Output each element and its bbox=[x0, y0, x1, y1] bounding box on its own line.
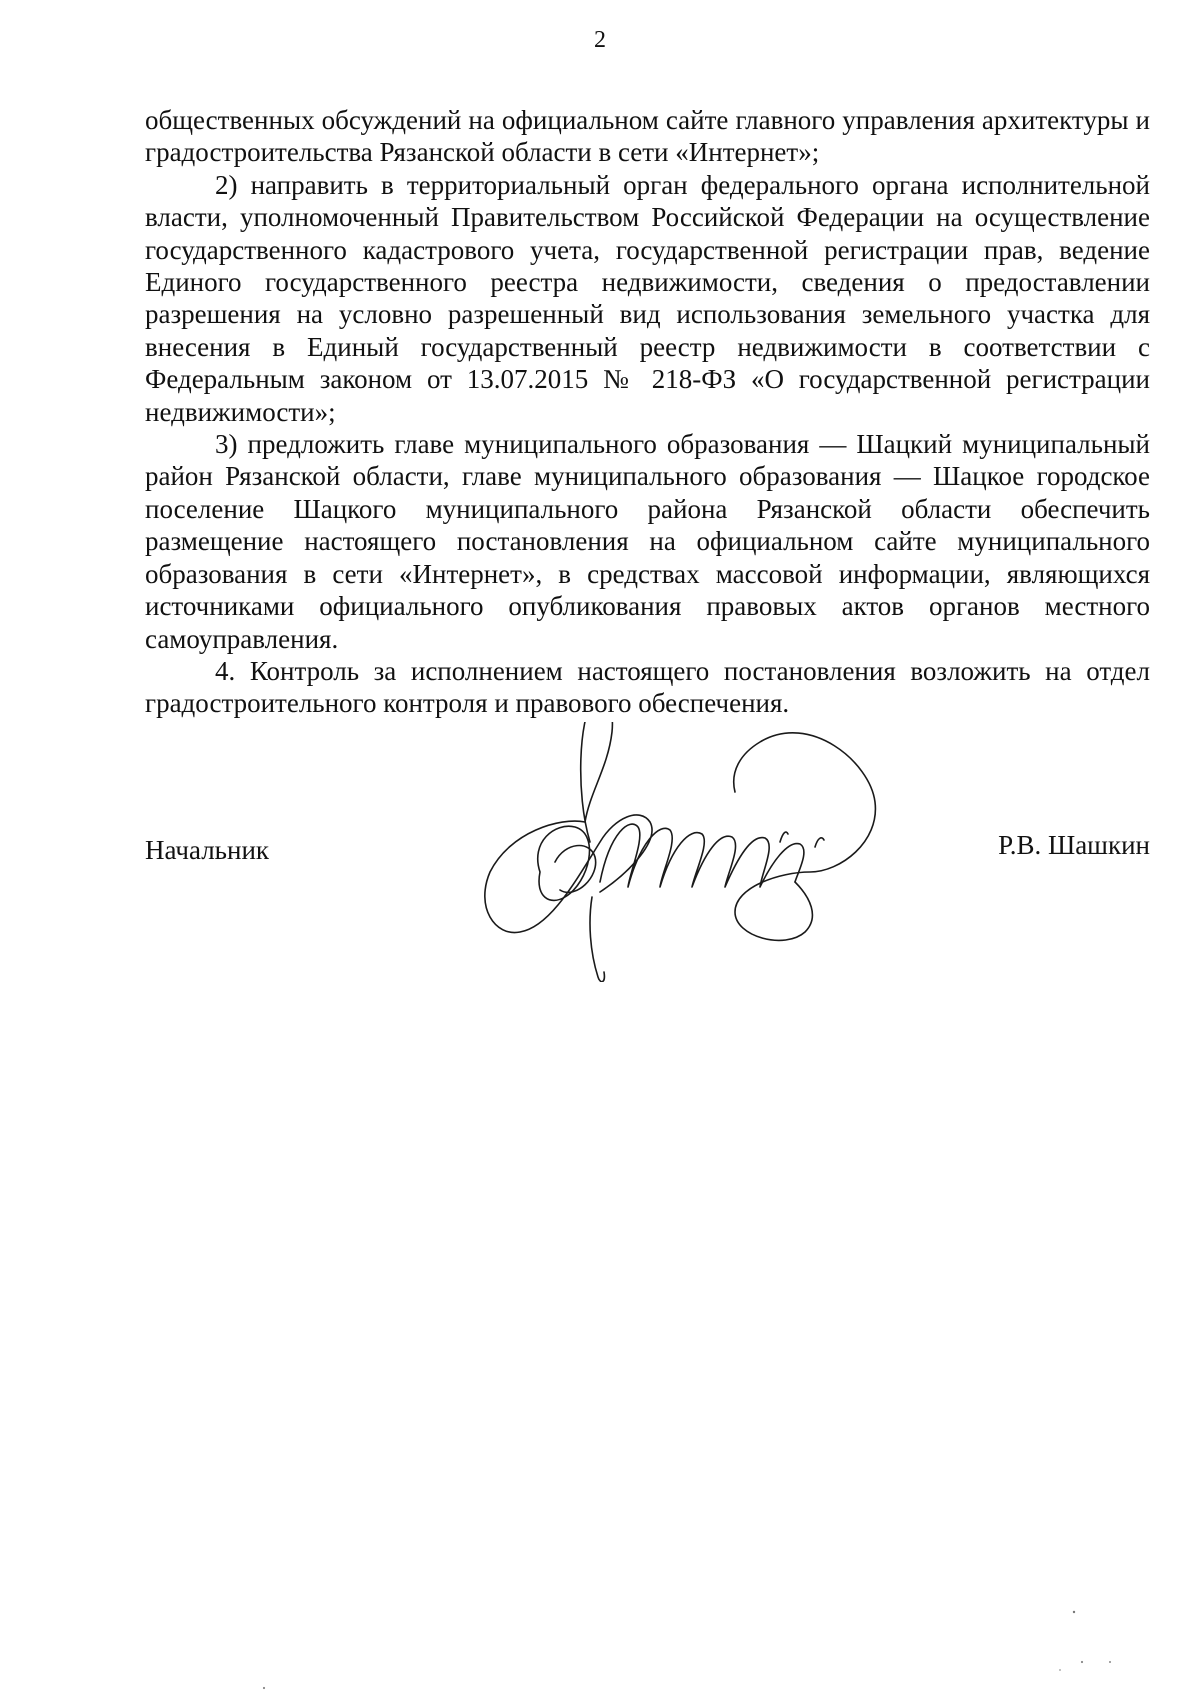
paragraph-item-3: 3) предложить главе муниципального образования — Шацкий муниципальный район Рязанской области, главе муниципального образования — Шацкое городское поселение Шацкого муниципального района Рязанской области обеспечить размещение настоящего постановления на официальном сайте муниципального образования в сети «Интернет», в средствах массовой информации, являющихся источниками официального опубликования правовых актов органов местного самоуправления. bbox=[145, 429, 1150, 654]
page-number: 2 bbox=[594, 27, 606, 53]
signatory-name: Р.В. Шашкин bbox=[998, 830, 1150, 860]
paragraph-item-2: 2) направить в территориальный орган федерального органа исполнительной власти, уполномоченный Правительством Российской Федерации на осуществление государственного кадастрового учета, государственной регистрации прав, ведение Единого государственного реестра недвижимости, сведения о предоставлении разрешения на условно разрешенный вид использования земельного участка для внесения в Единый государственный реестр недвижимости в соответствии с Федеральным законом от 13.07.2015 № 218-ФЗ «О государственной регистрации недвижимости»; bbox=[145, 169, 1150, 427]
signatory-position: Начальник bbox=[145, 835, 270, 865]
document-body bbox=[145, 104, 1150, 720]
handwritten-signature bbox=[480, 722, 920, 982]
paragraph-continuation: общественных обсуждений на официальном сайте главного управления архитектуры и градостроительства Рязанской области в сети «Интернет»; bbox=[145, 105, 1150, 168]
paragraph-item-4: 4. Контроль за исполнением настоящего постановления возложить на отдел градостроительного контроля и правового обеспечения. bbox=[145, 655, 1150, 719]
